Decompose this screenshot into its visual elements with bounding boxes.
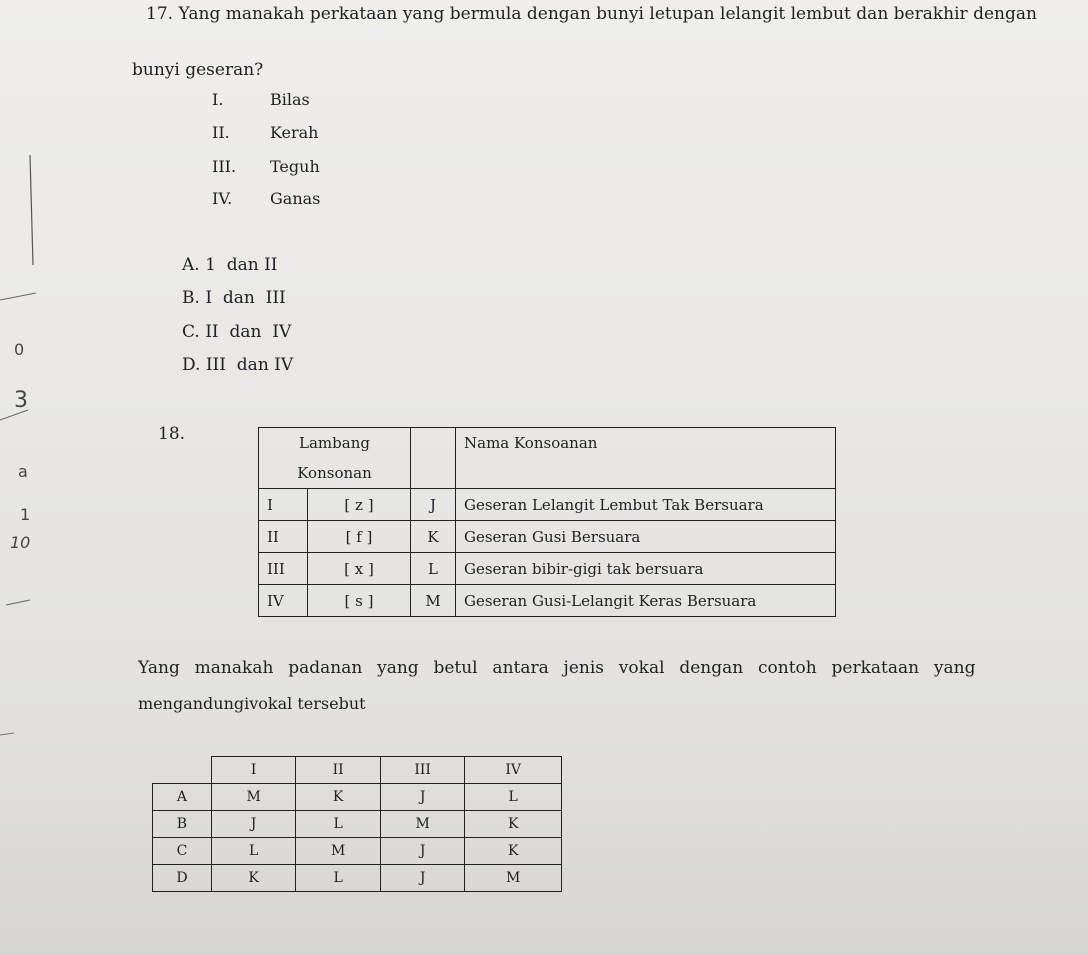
q17-item-word: Teguh bbox=[270, 157, 320, 176]
row-roman: III bbox=[259, 553, 308, 585]
q17-option-c[interactable] bbox=[182, 322, 291, 342]
margin-mark-0: 0 bbox=[14, 340, 25, 359]
row-symbol: [ x ] bbox=[308, 553, 411, 585]
q17-item-word: Kerah bbox=[270, 123, 319, 142]
table-row bbox=[259, 521, 836, 553]
header-symbol-line2: Konsonan bbox=[297, 464, 372, 482]
q17-item-1 bbox=[212, 90, 310, 109]
answer-header-empty bbox=[153, 757, 212, 784]
q17-item-num: III. bbox=[212, 157, 237, 176]
q17-stem-line1 bbox=[146, 4, 1037, 24]
answer-table-header bbox=[153, 757, 562, 784]
answer-cell: L bbox=[211, 838, 296, 865]
answer-option: A bbox=[153, 784, 212, 811]
option-letter: C. bbox=[182, 322, 200, 342]
q18-number: 18. bbox=[158, 424, 186, 444]
q17-item-num: IV. bbox=[212, 189, 233, 208]
answer-row-a[interactable] bbox=[153, 784, 562, 811]
row-letter: M bbox=[411, 585, 456, 617]
q17-item-2 bbox=[212, 123, 318, 142]
header-name: Nama Konsoanan bbox=[456, 428, 836, 489]
q18-question-line2: mengandungivokal tersebut bbox=[138, 694, 366, 713]
option-text: 1 dan II bbox=[205, 255, 278, 275]
row-symbol: [ f ] bbox=[308, 521, 411, 553]
q17-option-d[interactable] bbox=[182, 355, 293, 375]
answer-cell: L bbox=[465, 784, 562, 811]
answer-row-d[interactable] bbox=[153, 865, 562, 892]
answer-table bbox=[152, 756, 562, 892]
answer-cell: K bbox=[211, 865, 296, 892]
answer-cell: J bbox=[211, 811, 296, 838]
answer-header-cell: IV bbox=[465, 757, 562, 784]
row-name: Geseran bibir-gigi tak bersuara bbox=[456, 553, 836, 585]
answer-cell: J bbox=[380, 784, 465, 811]
option-text: I dan III bbox=[205, 288, 286, 308]
answer-cell: K bbox=[296, 784, 381, 811]
answer-cell: L bbox=[296, 811, 381, 838]
answer-header-cell: II bbox=[296, 757, 381, 784]
row-roman: IV bbox=[259, 585, 308, 617]
answer-cell: M bbox=[465, 865, 562, 892]
table-row bbox=[259, 585, 836, 617]
consonant-table bbox=[258, 427, 836, 617]
table-row bbox=[259, 489, 836, 521]
header-symbol bbox=[259, 428, 411, 489]
q17-stem-line2: bunyi geseran? bbox=[132, 60, 264, 80]
q17-option-b[interactable] bbox=[182, 288, 286, 308]
option-letter: B. bbox=[182, 288, 200, 308]
row-roman: I bbox=[259, 489, 308, 521]
answer-cell: L bbox=[296, 865, 381, 892]
option-text: II dan IV bbox=[205, 322, 292, 342]
option-letter: D. bbox=[182, 355, 201, 375]
q17-number: 17. bbox=[146, 4, 174, 24]
q17-text-line1: Yang manakah perkataan yang bermula dengan bunyi letupan lelangit lembut dan berakhir dengan bbox=[178, 4, 1037, 24]
answer-row-c[interactable] bbox=[153, 838, 562, 865]
row-letter: K bbox=[411, 521, 456, 553]
row-letter: J bbox=[411, 489, 456, 521]
q17-item-3 bbox=[212, 157, 320, 176]
margin-mark-a: a bbox=[18, 462, 28, 481]
q17-option-a[interactable] bbox=[182, 255, 278, 275]
q17-item-word: Ganas bbox=[270, 189, 321, 208]
answer-cell: K bbox=[465, 811, 562, 838]
header-empty bbox=[411, 428, 456, 489]
q17-item-num: II. bbox=[212, 123, 230, 142]
answer-cell: K bbox=[465, 838, 562, 865]
answer-cell: M bbox=[211, 784, 296, 811]
table-row bbox=[259, 553, 836, 585]
header-symbol-line1: Lambang bbox=[299, 434, 370, 452]
option-letter: A. bbox=[182, 255, 200, 275]
answer-cell: M bbox=[380, 811, 465, 838]
answer-option: B bbox=[153, 811, 212, 838]
answer-header-cell: III bbox=[380, 757, 465, 784]
answer-option: D bbox=[153, 865, 212, 892]
option-text: III dan IV bbox=[205, 355, 294, 375]
answer-header-cell: I bbox=[211, 757, 296, 784]
row-symbol: [ s ] bbox=[308, 585, 411, 617]
consonant-table-header bbox=[259, 428, 836, 489]
margin-mark-3: 3 bbox=[14, 388, 28, 413]
q17-item-4 bbox=[212, 189, 320, 208]
answer-option: C bbox=[153, 838, 212, 865]
answer-cell: J bbox=[380, 838, 465, 865]
q17-item-word: Bilas bbox=[270, 90, 310, 109]
answer-cell: M bbox=[296, 838, 381, 865]
margin-mark-1: 1 bbox=[20, 505, 31, 524]
row-roman: II bbox=[259, 521, 308, 553]
q18-question-line1: Yang manakah padanan yang betul antara jenis vokal dengan contoh perkataan yang bbox=[138, 658, 976, 678]
q17-item-num: I. bbox=[212, 90, 224, 109]
margin-mark-10: 10 bbox=[10, 533, 31, 552]
row-letter: L bbox=[411, 553, 456, 585]
answer-row-b[interactable] bbox=[153, 811, 562, 838]
row-name: Geseran Gusi Bersuara bbox=[456, 521, 836, 553]
row-name: Geseran Gusi-Lelangit Keras Bersuara bbox=[456, 585, 836, 617]
row-name: Geseran Lelangit Lembut Tak Bersuara bbox=[456, 489, 836, 521]
row-symbol: [ z ] bbox=[308, 489, 411, 521]
answer-cell: J bbox=[380, 865, 465, 892]
